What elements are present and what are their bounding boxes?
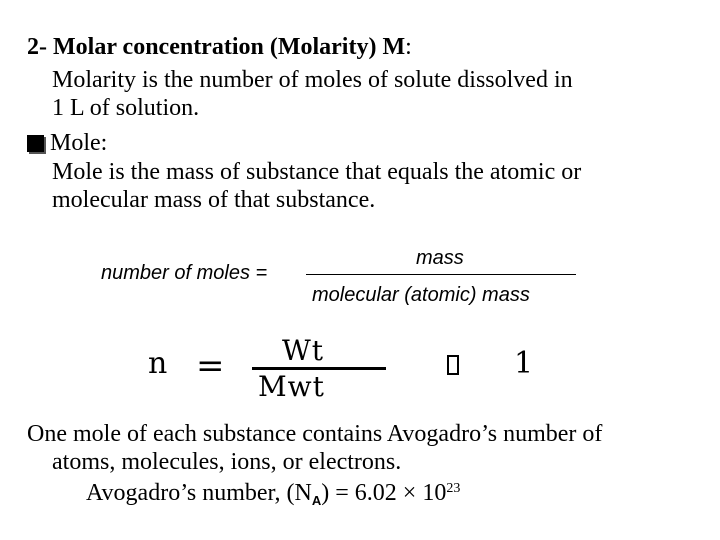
avogadro-line-2: atoms, molecules, ions, or electrons. [52,449,402,475]
mole-definition-line-2: molecular mass of that substance. [52,187,376,213]
avogadro-number-value: ) = 6.02 × 10 [321,480,447,506]
square-bullet-icon [27,135,44,152]
avogadro-exponent: 23 [446,481,461,496]
mole-heading [27,129,107,157]
heading-title: Molar concentration (Molarity) M [53,34,406,60]
formula2-lhs: n [148,346,168,381]
avogadro-number-label: Avogadro’s number, (N [86,480,312,506]
avogadro-subscript: A [311,493,322,508]
definition-line-1: Molarity is the number of moles of solute dissolved in [52,67,573,93]
formula1-denominator: molecular (atomic) mass [312,284,530,306]
formula2-numerator: Wt [282,334,325,367]
formula1-numerator: mass [416,247,464,269]
formula1-lhs: number of moles = [101,262,268,284]
formula2-rhs: 1 [514,346,534,381]
formula1-fraction-bar [306,274,576,275]
section-heading [27,33,412,61]
formula2-equals: = [196,346,225,386]
avogadro-number-line [86,479,460,511]
definition-line-2: 1 L of solution. [52,95,200,121]
formula2-denominator: Mwt [258,370,325,403]
heading-number: 2- [27,34,47,60]
mole-definition-line-1: Mole is the mass of substance that equals the atomic or [52,159,582,185]
missing-glyph-icon [447,355,459,375]
avogadro-line-1: One mole of each substance contains Avogadro’s number of [27,421,603,447]
mole-heading-text: Mole: [50,130,108,156]
heading-suffix: : [405,34,412,60]
